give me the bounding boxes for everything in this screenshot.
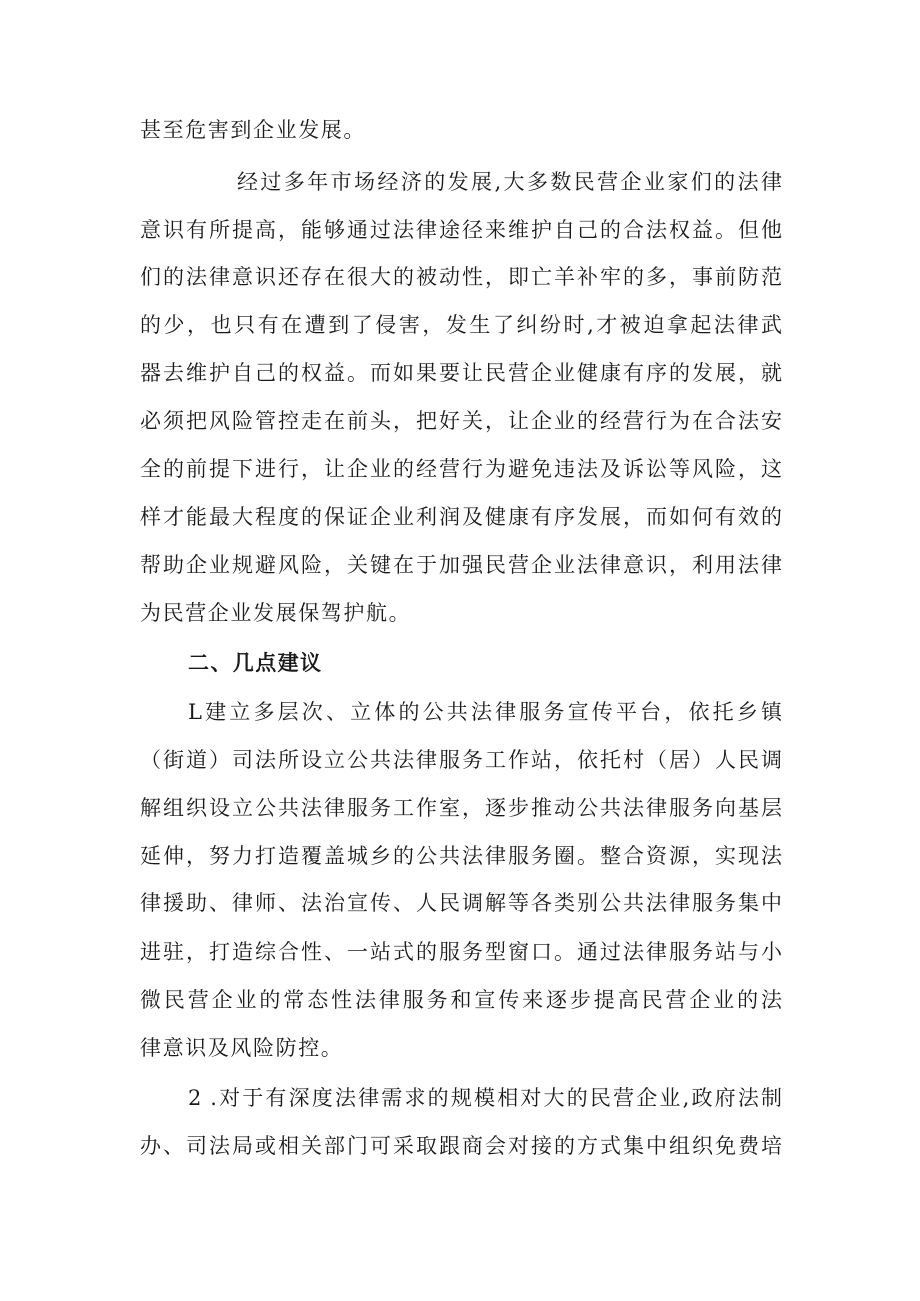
text-line: 们的法律意识还存在很大的被动性，即亡羊补牢的多，事前防范	[140, 265, 782, 289]
text-line: 全的前提下进行，让企业的经营行为避免违法及诉讼等风险，这	[140, 457, 782, 481]
text-line: 为民营企业发展保驾护航。	[140, 601, 412, 625]
text-line: 解组织设立公共法律服务工作室，逐步推动公共法律服务向基层	[140, 796, 782, 820]
text-line: 必须把风险管控走在前头，把好关，让企业的经营行为在合法安	[140, 409, 782, 433]
text-line: 微民营企业的常态性法律服务和宣传来逐步提高民营企业的法	[140, 988, 782, 1012]
paragraph-first-line: 经过多年市场经济的发展,大多数民营企业家们的法律	[237, 170, 782, 194]
text-line: （街道）司法所设立公共法律服务工作站，依托村（居）人民调	[140, 748, 782, 772]
text-line: 甚至危害到企业发展。	[140, 118, 366, 142]
text-line: 延伸，努力打造覆盖城乡的公共法律服务圈。整合资源，实现法	[140, 844, 782, 868]
text-line: 器去维护自己的权益。而如果要让民营企业健康有序的发展，就	[140, 361, 782, 385]
text-line: 意识有所提高，能够通过法律途径来维护自己的合法权益。但他	[140, 218, 782, 242]
section-heading: 二、几点建议	[188, 651, 323, 675]
text-line: 办、司法局或相关部门可采取跟商会对接的方式集中组织免费培	[140, 1134, 782, 1158]
text-line: 律意识及风险防控。	[140, 1036, 344, 1060]
text-line: 律援助、律师、法治宣传、人民调解等各类别公共法律服务集中	[140, 891, 782, 915]
text-line: 进驻，打造综合性、一站式的服务型窗口。通过法律服务站与小	[140, 940, 782, 964]
text-line: 样才能最大程度的保证企业利润及健康有序发展，而如何有效的	[140, 505, 782, 529]
paragraph-first-line: 2 .对于有深度法律需求的规模相对大的民营企业,政府法制	[188, 1086, 782, 1110]
paragraph-first-line: L建立多层次、立体的公共法律服务宣传平台，依托乡镇	[188, 700, 782, 724]
text-line: 帮助企业规避风险，关键在于加强民营企业法律意识，利用法律	[140, 553, 782, 577]
text-line: 的少，也只有在遭到了侵害，发生了纠纷时,才被迫拿起法律武	[140, 313, 782, 337]
